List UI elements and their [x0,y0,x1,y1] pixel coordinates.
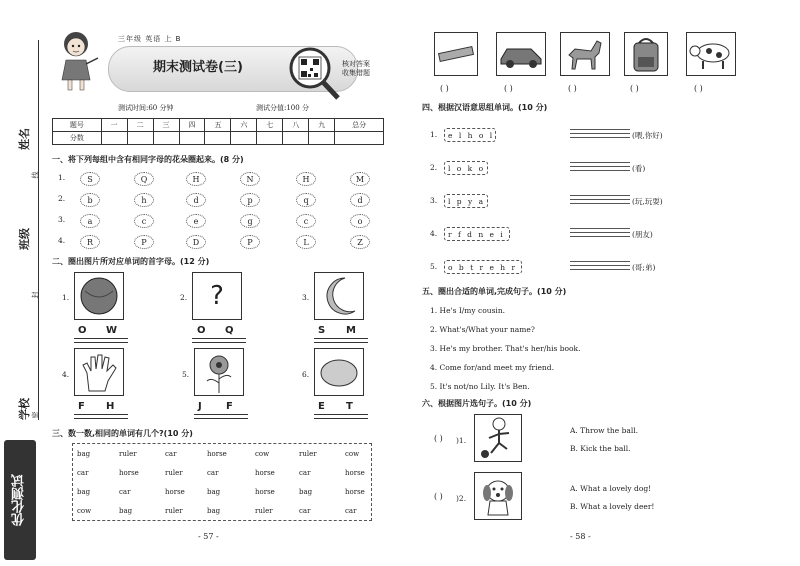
q4-title: 四、根据汉语意思组单词。(10 分) [422,103,548,112]
q2-option[interactable]: T [346,401,353,412]
flower-letter[interactable]: q [296,193,316,207]
bag-icon [625,33,667,75]
grid-word: cow [77,507,92,515]
flower-letter[interactable]: g [240,214,260,228]
answer-line[interactable] [570,199,630,200]
flower-letter[interactable]: Z [350,235,370,249]
q1-row-num: 2. [58,194,66,203]
q1-row-num: 3. [58,215,66,224]
q2-num: 5. [182,370,190,379]
q4-num: 4. [430,229,438,238]
q2-option[interactable]: O [197,325,206,336]
q4-num: 3. [430,196,438,205]
name-label: 姓名 [18,128,31,150]
flower-letter[interactable]: P [240,235,260,249]
flower-letter[interactable]: o [350,214,370,228]
flower-letter[interactable]: Q [134,172,154,186]
grid-word: bag [77,450,91,458]
grid-word: horse [207,450,227,458]
q2-picture [74,348,124,396]
grid-word: bag [207,507,221,515]
answer-line[interactable] [570,265,630,266]
score-header-cell: 五 [205,119,231,132]
school-label: 学校 [18,398,31,420]
q6-option-a[interactable]: A. Throw the ball. [570,426,639,435]
brand-logo: 优化测试 [4,440,36,560]
flower-letter[interactable]: D [186,235,206,249]
q4-num: 5. [430,262,438,271]
score-cell[interactable] [257,132,283,145]
grid-word: bag [299,488,313,496]
q2-option[interactable]: J [198,401,202,412]
answer-line[interactable] [570,203,630,204]
grid-word: horse [165,488,185,496]
flower-letter[interactable]: M [350,172,370,186]
flower-letter[interactable]: b [80,193,100,207]
flower-letter[interactable]: H [296,172,316,186]
q4-num: 2. [430,163,438,172]
score-header-cell: 一 [101,119,127,132]
q2-option[interactable]: Q [225,325,234,336]
q4-meaning: (玩,玩耍) [632,197,663,206]
flower-letter[interactable]: c [134,214,154,228]
dog-icon [475,473,521,519]
word-grid [72,443,372,521]
score-header-cell: 三 [153,119,179,132]
q5-sentence[interactable]: 1. He's I/my cousin. [430,306,506,315]
q5-sentence[interactable]: 2. What's/What your name? [430,325,535,334]
score-cell[interactable] [101,132,127,145]
grid-word: ruler [299,450,317,458]
q6-option-b[interactable]: B. Kick the ball. [570,444,631,453]
flower-icon [195,349,243,395]
grid-word: cow [345,450,360,458]
q2-num: 6. [302,370,310,379]
qr-caption: 核对答案 收集错题 [342,60,370,77]
flower-letter[interactable]: L [296,235,316,249]
grid-word: cow [255,450,270,458]
score-cell[interactable] [153,132,179,145]
flower-letter[interactable]: S [80,172,100,186]
top-picture [496,32,546,76]
grid-word: car [77,469,89,477]
q4-meaning: (朋友) [632,230,653,239]
exam-score-full: 测试分值:100 分 [256,104,309,112]
q2-picture [314,348,364,396]
score-header-cell: 八 [283,119,309,132]
answer-line[interactable] [570,269,630,270]
egg-icon [315,349,363,395]
flower-letter[interactable]: H [186,172,206,186]
right-page [400,0,800,566]
grade-line: 三年级 英语 上 B [118,35,182,43]
answer-line[interactable] [570,129,630,130]
q2-option[interactable]: M [346,325,356,336]
score-cell[interactable] [179,132,205,145]
score-row-label: 分数 [53,132,102,145]
grid-word: horse [119,469,139,477]
horse-icon [561,33,609,75]
answer-paren[interactable]: ( ) [694,84,703,93]
q5-title: 五、圈出合适的单词,完成句子。(10 分) [422,287,567,296]
q5-sentence[interactable]: 4. Come for/and meet my friend. [430,363,554,372]
cow-icon [687,33,735,75]
grid-word: ruler [165,507,183,515]
scrambled-letters: r f d n e i [444,227,510,241]
grid-word: car [345,507,357,515]
q2-underline [314,418,368,419]
grid-word: bag [77,488,91,496]
answer-line[interactable] [570,170,630,171]
q2-picture [314,272,364,320]
q2-underline [314,342,368,343]
q6-picture [474,472,522,520]
moon-icon [315,273,363,319]
q6-option-a[interactable]: A. What a lovely dog! [570,484,652,493]
car-icon [497,33,545,75]
exam-time: 测试时间:60 分钟 [118,104,174,112]
q2-title: 二、圈出图片所对应单词的首字母。(12 分) [52,257,210,266]
hand-icon [75,349,123,395]
q2-num: 4. [62,370,70,379]
answer-paren[interactable]: ( ) [568,84,577,93]
top-picture [686,32,736,76]
score-cell[interactable] [231,132,257,145]
q2-underline [74,414,128,415]
seal-seal-mark: 封 [31,291,40,299]
score-cell[interactable] [205,132,231,145]
magnifier-icon [286,46,346,102]
answer-paren[interactable]: ( ) [504,84,513,93]
score-cell[interactable] [283,132,309,145]
flower-letter[interactable]: e [186,214,206,228]
grid-word: car [165,450,177,458]
q4-meaning: (喂,你好) [632,131,663,140]
answer-paren[interactable]: ( ) [434,492,443,501]
q2-option[interactable]: S [318,325,326,336]
q4-num: 1. [430,130,438,139]
q1-title: 一、将下列每组中含有相同字母的花朵圈起来。(8 分) [52,155,244,164]
flower-letter[interactable]: a [80,214,100,228]
grid-word: car [119,488,131,496]
girl-mascot-icon [52,28,104,94]
grid-word: car [207,469,219,477]
q6-num: )2. [456,494,467,503]
grid-word: car [299,469,311,477]
scrambled-letters: l p y a [444,194,488,208]
q2-underline [74,342,128,343]
q2-option[interactable]: F [78,401,85,412]
answer-line[interactable] [570,236,630,237]
answer-line[interactable] [570,133,630,134]
answer-line[interactable] [570,228,630,229]
score-header-cell: 四 [179,119,205,132]
grid-word: horse [345,469,365,477]
q2-option[interactable]: E [318,401,325,412]
top-picture [434,32,478,76]
grid-word: bag [207,488,221,496]
q6-picture [474,414,522,462]
flower-letter[interactable]: d [350,193,370,207]
scrambled-letters: l o k o [444,161,488,175]
q1-row-num: 1. [58,173,66,182]
q2-num: 3. [302,293,310,302]
q2-underline [74,338,128,339]
q2-underline [194,414,248,415]
q2-option[interactable]: O [78,325,87,336]
score-header-cell: 题号 [53,119,102,132]
q2-underline [194,418,248,419]
score-header-cell: 六 [231,119,257,132]
answer-line[interactable] [570,162,630,163]
answer-paren[interactable]: ( ) [440,84,449,93]
q2-picture [74,272,124,320]
seal-line-mark: 线 [31,171,40,179]
grid-word: horse [255,469,275,477]
class-label: 班级 [18,228,31,250]
answer-line[interactable] [570,232,630,233]
page-number-left: - 57 - [198,532,219,541]
page-number-right: - 58 - [570,532,591,541]
answer-line[interactable] [570,166,630,167]
q1-row-num: 4. [58,236,66,245]
score-header-cell: 七 [257,119,283,132]
q2-option[interactable]: W [106,325,118,336]
q5-sentence[interactable]: 5. It's not/no Lily. It's Ben. [430,382,530,391]
q2-underline [314,414,368,415]
score-header-cell: 总分 [335,119,384,132]
flower-letter[interactable]: P [134,235,154,249]
flower-letter[interactable]: d [186,193,206,207]
flower-letter[interactable]: p [240,193,260,207]
grid-word: horse [255,488,275,496]
boy-kicking-ball-icon [475,415,521,461]
q2-num: 2. [180,293,188,302]
grid-word: car [299,507,311,515]
ball-icon [75,273,123,319]
scrambled-letters: o b t r e h r [444,260,522,274]
q2-num: 1. [62,293,70,302]
grid-word: bag [119,507,133,515]
grid-word: ruler [255,507,273,515]
top-picture [624,32,668,76]
q2-underline [74,418,128,419]
q2-underline [192,338,246,339]
binding-strip [0,0,46,566]
flower-letter[interactable]: N [240,172,260,186]
seal-dense-mark: 密 [31,411,40,419]
score-cell[interactable] [127,132,153,145]
score-cell[interactable] [309,132,335,145]
q2-underline [192,342,246,343]
score-header-cell: 九 [309,119,335,132]
exam-title: 期末测试卷(三) [153,60,243,75]
ruler-icon [435,33,477,75]
q4-meaning: (哥;弟) [632,263,656,272]
flower-letter[interactable]: c [296,214,316,228]
answer-paren[interactable]: ( ) [434,434,443,443]
score-header-cell: 二 [127,119,153,132]
answer-line[interactable] [570,195,630,196]
flower-letter[interactable]: R [80,235,100,249]
grid-word: ruler [165,469,183,477]
q2-option[interactable]: F [226,401,233,412]
scrambled-letters: e l h o l [444,128,496,142]
score-cell[interactable] [335,132,384,145]
question-icon: ? [192,272,242,320]
q6-num: )1. [456,436,467,445]
grid-word: horse [345,488,365,496]
flower-letter[interactable]: h [134,193,154,207]
q4-meaning: (看) [632,164,646,173]
score-table [52,118,384,145]
q2-picture [194,348,244,396]
answer-line[interactable] [570,137,630,138]
answer-paren[interactable]: ( ) [630,84,639,93]
q6-title: 六、根据图片选句子。(10 分) [422,399,532,408]
answer-line[interactable] [570,261,630,262]
q3-title: 三、数一数,相同的单词有几个?(10 分) [52,429,193,438]
q2-option[interactable]: H [106,401,115,412]
q5-sentence[interactable]: 3. He's my brother. That's her/his book. [430,344,581,353]
grid-word: ruler [119,450,137,458]
q2-underline [314,338,368,339]
top-picture [560,32,610,76]
q6-option-b[interactable]: B. What a lovely deer! [570,502,655,511]
binding-line [38,40,39,420]
